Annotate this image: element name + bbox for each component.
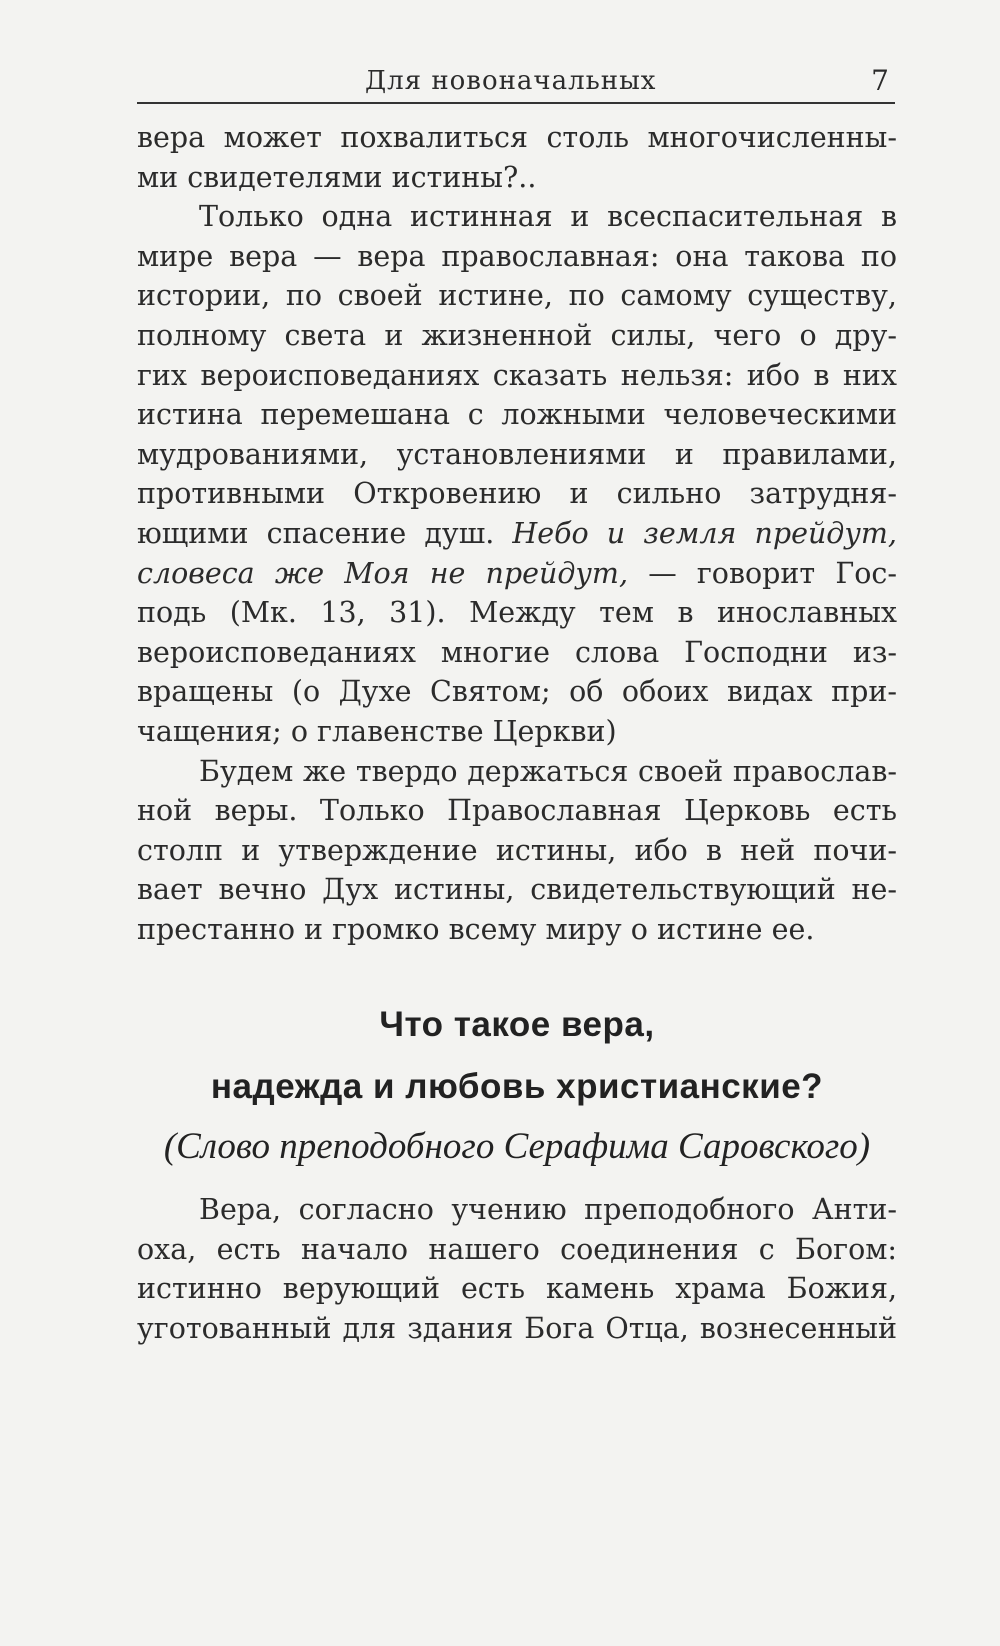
heading-line: надежда и любовь христианские? — [210, 1067, 824, 1106]
text-line: Будем же твердо держаться своей православ- — [199, 754, 897, 788]
text-line: мире вера — вера православная: она такова по — [137, 239, 897, 273]
body-text — [137, 118, 897, 949]
scripture-quote: Небо и земля прейдут, — [512, 516, 897, 550]
section-body-text — [137, 1190, 897, 1348]
text-line — [137, 554, 897, 594]
section-subtitle: (Слово преподобного Серафима Саровского) — [163, 1126, 871, 1167]
heading-line: Что такое вера, — [379, 1005, 655, 1044]
running-header — [137, 62, 895, 104]
text-line: уготованный для здания Бога Отца, вознесенный — [137, 1311, 897, 1345]
text-line: Вера, согласно учению преподобного Анти- — [199, 1193, 897, 1226]
text-line: ми свидетелями истины?.. — [137, 160, 537, 194]
text-line: Только одна истинная и всеспасительная в — [199, 200, 897, 234]
text-line: столп и утверждение истины, ибо в ней почи- — [137, 833, 897, 867]
text-line: гих вероисповеданиях сказать нельзя: ибо в них — [137, 358, 897, 392]
text-line: истинно верующий есть камень храма Божия, — [137, 1272, 897, 1306]
text-line: истории, по своей истине, по самому существу, — [137, 279, 897, 313]
text-line: полному света и жизненной силы, чего о дру- — [137, 318, 897, 352]
text-segment: ющими спасение душ. — [137, 516, 513, 550]
text-line: вера может похвалиться столь многочисленны- — [137, 121, 897, 154]
scripture-quote: словеса же Моя не прейдут, — [137, 556, 629, 590]
text-line: вращены (о Духе Святом; об обоих видах при- — [137, 675, 897, 709]
text-line: чащения; о главенстве Церкви) — [137, 714, 617, 748]
text-line: престанно и громко всему миру о истине ее. — [137, 912, 815, 946]
text-line: мудрованиями, установлениями и правилами, — [137, 437, 897, 471]
text-line: истина перемешана с ложными человеческими — [137, 398, 897, 432]
text-line: вероисповеданиях многие слова Господни из- — [137, 635, 897, 669]
text-line: противными Откровению и сильно затрудня- — [137, 477, 897, 511]
section-heading — [137, 994, 897, 1176]
text-line: подь (Мк. 13, 31). Между тем в инославных — [137, 596, 897, 630]
text-line — [137, 514, 897, 554]
page-number: 7 — [871, 64, 889, 97]
text-segment: — говорит Гос- — [628, 556, 897, 590]
text-line: вает вечно Дух истины, свидетельствующий не- — [137, 873, 897, 907]
running-title: Для новоначальных — [365, 66, 657, 96]
text-line: оха, есть начало нашего соединения с Богом: — [137, 1232, 897, 1266]
text-line: ной веры. Только Православная Церковь есть — [137, 794, 897, 828]
